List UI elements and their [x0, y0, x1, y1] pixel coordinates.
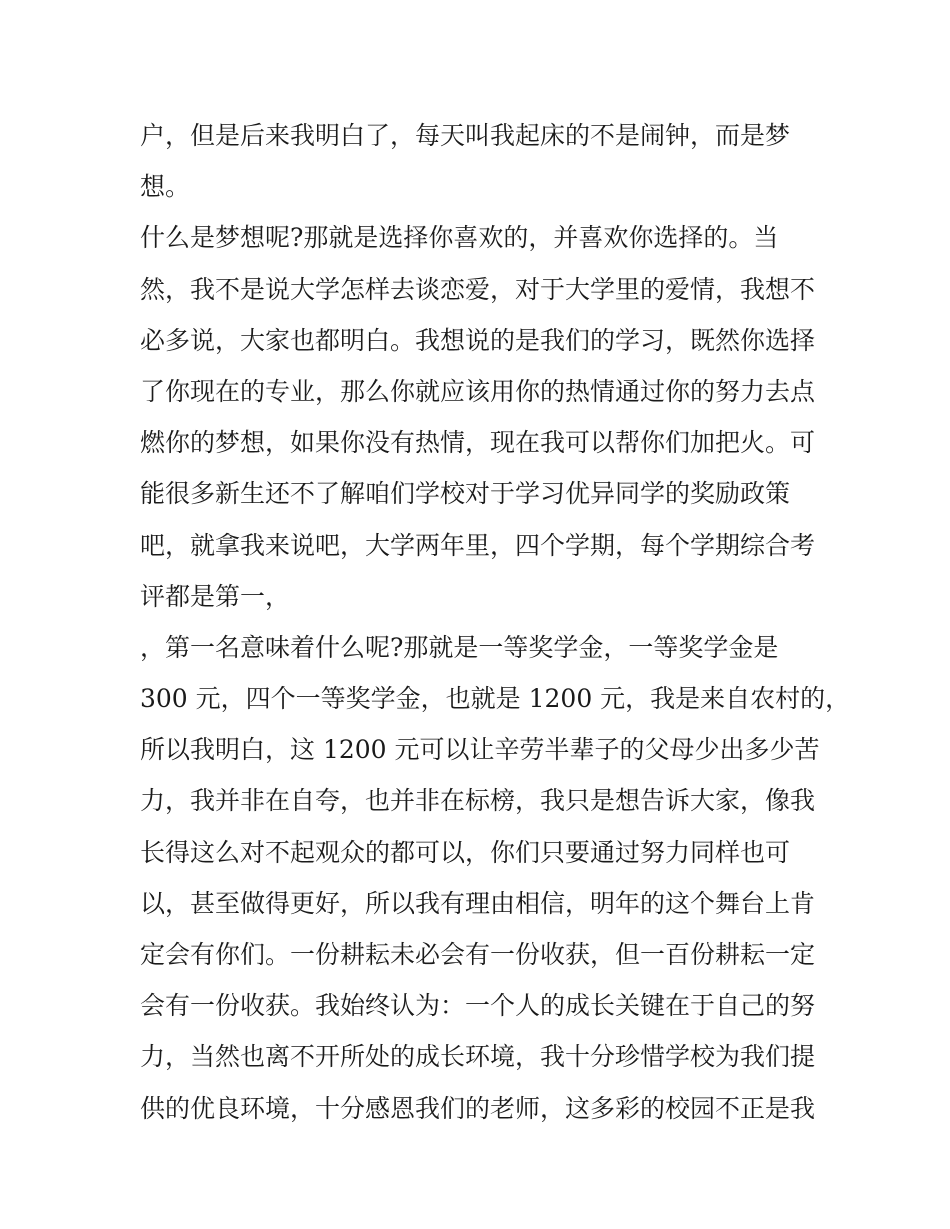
text-line: 户，但是后来我明白了，每天叫我起床的不是闹钟，而是梦 [140, 121, 791, 150]
text-line: 了你现在的专业，那么你就应该用你的热情通过你的努力去点 [140, 376, 816, 406]
text-line: 什么是梦想呢?那就是选择你喜欢的，并喜欢你选择的。当 [140, 223, 779, 253]
text-line: 能很多新生还不了解咱们学校对于学习优异同学的奖励政策 [140, 479, 791, 509]
text-line: 300 元，四个一等奖学金，也就是 1200 元，我是来自农村的， [140, 684, 851, 714]
text-line: 供的优良环境，十分感恩我们的老师，这多彩的校园不正是我 [140, 1093, 816, 1123]
text-line: 燃你的梦想，如果你没有热情，现在我可以帮你们加把火。可 [140, 428, 816, 458]
body-text [140, 110, 851, 1134]
text-line: 会有一份收获。我始终认为：一个人的成长关键在于自己的努 [140, 991, 816, 1021]
text-line: 以，甚至做得更好，所以我有理由相信，明年的这个舞台上肯 [140, 888, 816, 918]
text-line: ，第一名意味着什么呢?那就是一等奖学金，一等奖学金是 [140, 632, 779, 662]
text-line: 力，当然也离不开所处的成长环境，我十分珍惜学校为我们提 [140, 1042, 816, 1072]
text-line: 所以我明白，这 1200 元可以让辛劳半辈子的父母少出多少苦 [140, 735, 820, 765]
text-line: 然，我不是说大学怎样去谈恋爱，对于大学里的爱情，我想不 [140, 274, 816, 304]
text-line: 想。 [140, 172, 191, 202]
text-line: 吧，就拿我来说吧，大学两年里，四个学期，每个学期综合考 [140, 530, 816, 560]
text-line: 长得这么对不起观众的都可以，你们只要通过努力同样也可 [140, 837, 791, 867]
text-line: 定会有你们。一份耕耘未必会有一份收获，但一百份耕耘一定 [140, 940, 816, 969]
text-line: 评都是第一， [140, 581, 291, 611]
text-line: 必多说，大家也都明白。我想说的是我们的学习，既然你选择 [140, 325, 816, 355]
text-line: 力，我并非在自夸，也并非在标榜，我只是想告诉大家，像我 [140, 786, 816, 816]
